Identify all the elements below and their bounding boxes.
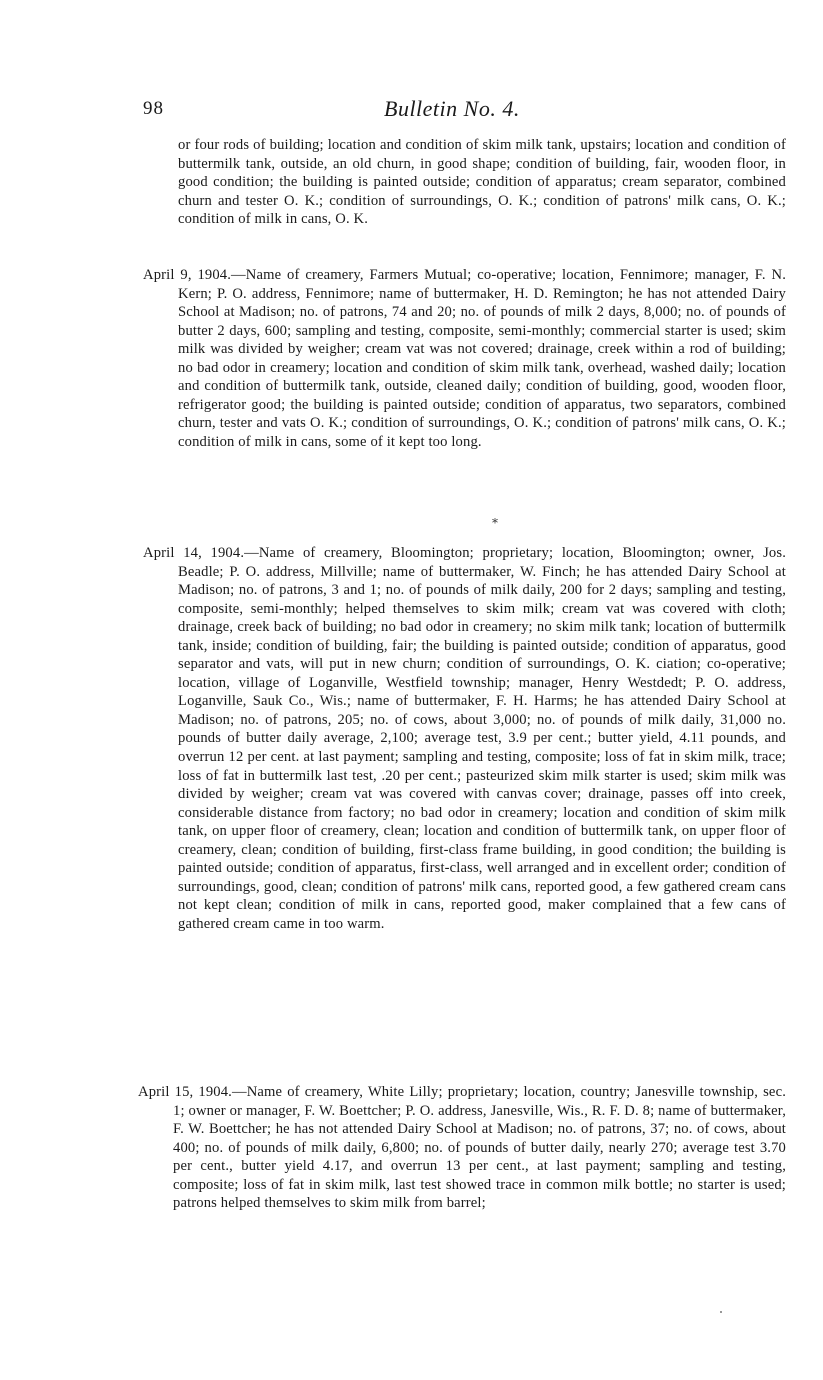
ink-mark-decoration: ⁎ [492, 512, 498, 526]
continued-paragraph [178, 136, 786, 229]
paragraph-text: April 15, 1904.—Name of creamery, White Lilly; proprietary; location, country; Janesville township, sec. 1; owner or manager, F. W. Boettcher; P. O. address, Janesville, Wis., R. F. D. 8; name of buttermaker, F. W. Boettcher; he has not attended Dairy School at Madison; no. of patrons, 37; no. of cows, about 400; no. of pounds of milk daily, 6,800; no. of pounds of butter daily, nearly 270; average test 3.70 per cent., butter yield 4.17, and overrun 13 per cent., at last payment; sampling and testing, composite; loss of fat in skim milk, last test showed trace in common milk bottle; no starter is used; patrons helped themselves to skim milk from barrel; [138, 1084, 786, 1212]
paragraph-text: April 14, 1904.—Name of creamery, Bloomington; proprietary; location, Bloomington; owner, Jos. Beadle; P. O. address, Millville; name of buttermaker, W. Finch; he has attended Dairy School at Madison; no. of patrons, 3 and 1; no. of pounds of milk daily, 200 for 2 days; sampling and testing, composite, semi-monthly; helped themselves to skim milk; cream vat was covered with cloth; drainage, creek back of building; no bad odor in creamery; no skim milk tank; location of buttermilk tank, inside; condition of building, fair; the building is painted outside; condition of apparatus, good separator and vats, will put in new churn; condition of surroundings, O. K. ciation; co-operative; location, village of Loganville, Westfield township; manager, Henry Westdedt; P. O. address, Loganville, Sauk Co., Wis.; name of buttermaker, F. H. Harms; he has attended Dairy School at Madison; no. of patrons, 205; no. of cows, about 3,000; no. of pounds of milk daily, 31,000 no. pounds of butter daily average, 2,100; average test, 3.9 per cent.; butter yield, 4.11 pounds, and overrun 12 per cent. at last payment; sampling and testing, composite; loss of fat in skim milk, trace; loss of fat in buttermilk last test, .20 per cent.; pasteurized skim milk starter is used; skim milk was divided by weigher; cream vat was covered with canvas cover; drainage, passes off into creek, considerable distance from factory; no bad odor in creamery; location and condition of skim milk tank, on upper floor of creamery, clean; location and condition of buttermilk tank, on upper floor of creamery, clean; condition of building, first-class frame building, in good condition; the building is painted outside; condition of apparatus, first-class, well arranged and in excellent order; condition of surroundings, good, clean; condition of patrons' milk cans, reported good, a few gathered cream cans not kept clean; condition of milk in cans, reported good, maker complained that a few cans of gathered cream came in too warm. [143, 545, 786, 932]
paragraph-text: or four rods of building; location and condition of skim milk tank, upstairs; location and condition of buttermilk tank, outside, an old churn, in good shape; condition of building, fair, wooden floor, in good condition; the building is painted outside; condition of apparatus; cream separator, combined churn and tester O. K.; condition of surroundings, O. K.; condition of patrons' milk cans, O. K.; condition of milk in cans, O. K. [178, 137, 786, 228]
entry-april-9 [143, 266, 786, 451]
entry-april-14 [143, 544, 786, 933]
entry-april-15 [138, 1083, 786, 1213]
paragraph-text: April 9, 1904.—Name of creamery, Farmers Mutual; co-operative; location, Fennimore; manager, F. N. Kern; P. O. address, Fennimore; name of buttermaker, H. D. Remington; he has not attended Dairy School at Madison; no. of patrons, 74 and 20; no. of pounds of milk 2 days, 8,000; no. of pounds of butter 2 days, 600; sampling and testing, composite, semi-monthly; commercial starter is used; skim milk was divided by weigher; cream vat was not covered; drainage, creek within a rod of building; no bad odor in creamery; location and condition of skim milk tank, overhead, washed daily; location and condition of buttermilk tank, outside, cleaned daily; condition of building, good, wooden floor, refrigerator good; the building is painted outside; condition of apparatus, two separators, combined churn, tester and vats O. K.; condition of surroundings, O. K.; condition of patrons' milk cans, O. K.; condition of milk in cans, some of it kept too long. [143, 267, 786, 450]
running-title: Bulletin No. 4. [384, 96, 520, 121]
page-header [0, 96, 823, 126]
page-number: 98 [143, 98, 164, 119]
ink-speck-decoration [720, 1311, 722, 1313]
